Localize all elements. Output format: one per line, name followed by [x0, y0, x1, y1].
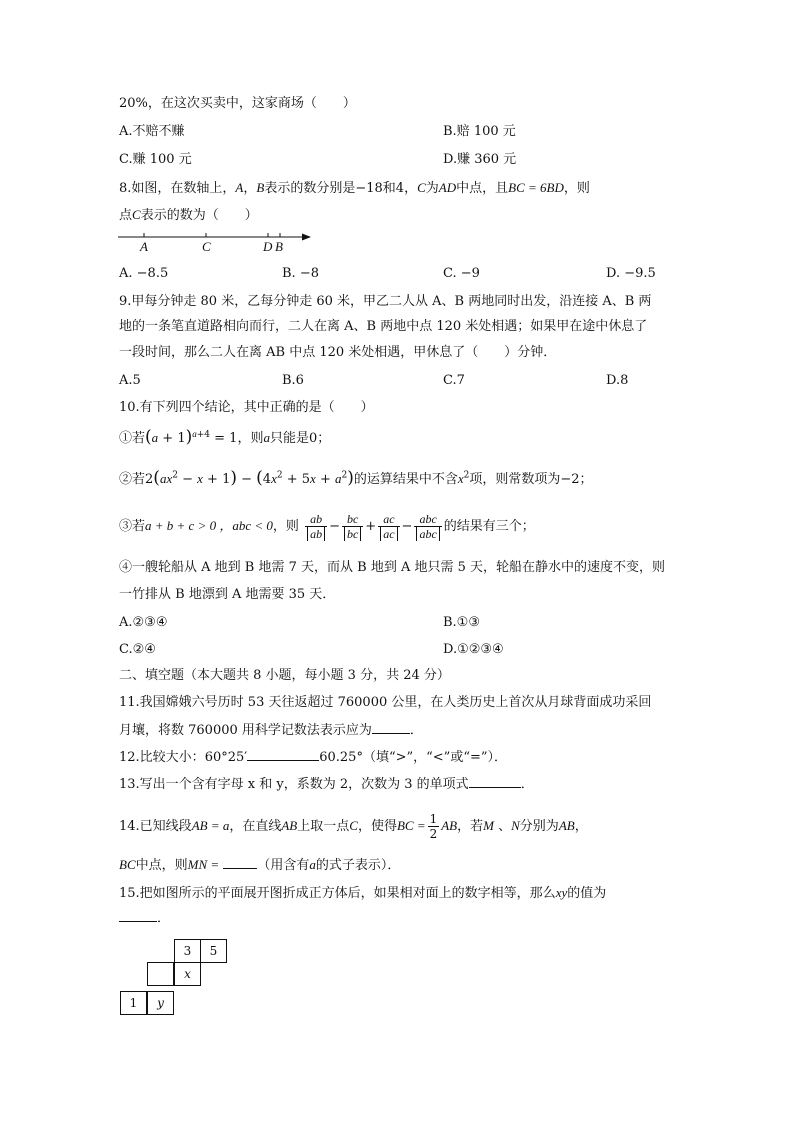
q9-option-b: B.6: [282, 373, 304, 388]
net-cell-5: 5: [200, 939, 227, 963]
q8-option-d: D. −9.5: [606, 266, 656, 281]
axis-label-c: C: [202, 239, 211, 254]
q10-statement-2: ②若$2(ax^2 - x + 1) - (4x^2 + 5x + a^2)$的运算结果中不含$x^2$项，则常数项为−2；: [119, 468, 593, 488]
q7-option-a: A.不赔不赚: [119, 124, 185, 139]
q10-option-c: C.②④: [119, 642, 156, 657]
q10-option-b: B.①③: [443, 615, 480, 630]
q14-line2: BC中点，则MN = （用含有a的式子表示）．: [119, 857, 401, 873]
q13-line: 13.写出一个含有字母 x 和 y，系数为 2，次数为 3 的单项式 ．: [119, 777, 534, 792]
q11-answer-blank: [372, 733, 410, 734]
q10-stem: 10.有下列四个结论，其中正确的是（ ）: [119, 400, 374, 415]
section-heading: 二、填空题（本大题共 8 小题，每小题 3 分，共 24 分）: [119, 668, 450, 683]
q9-option-c: C.7: [443, 373, 465, 388]
net-cell-3: 3: [174, 939, 201, 963]
net-cell-1: 1: [120, 991, 147, 1015]
q12-answer-blank: [247, 760, 319, 761]
q14-answer-blank: [223, 868, 257, 869]
q10-statement-4-line2: 一竹排从 B 地漂到 A 地需要 35 天．: [119, 587, 336, 602]
q15-answer-blank: [119, 921, 157, 922]
net-cell-x: x: [174, 962, 201, 986]
q7-option-c: C.赚 100 元: [119, 152, 192, 167]
q10-statement-4-line1: ④一艘轮船从 A 地到 B 地需 7 天，而从 B 地到 A 地只需 5 天，轮船在静水中的速度不变，则: [119, 560, 666, 575]
q15-line2: ．: [119, 910, 170, 928]
net-cell-blank: [147, 962, 174, 986]
q9-stem-line1: 9.甲每分钟走 80 米，乙每分钟走 60 米，甲乙二人从 A、B 两地同时出发，沿连接 A、B 两: [119, 294, 652, 309]
q8-option-a: A. −8.5: [119, 266, 169, 281]
q7-option-d: D.赚 360 元: [443, 152, 517, 167]
q10-option-d: D.①②③④: [443, 642, 504, 657]
q9-option-a: A.5: [119, 373, 141, 388]
net-cell-y: y: [147, 991, 174, 1015]
q13-answer-blank: [469, 787, 521, 788]
axis-label-d: D: [263, 239, 273, 254]
axis-label-b: B: [275, 239, 283, 254]
q7-stem-tail: 20%，在这次买卖中，这家商场（ ）: [119, 96, 356, 111]
q9-stem-line3: 一段时间，那么二人在离 AB 中点 120 米处相遇，甲休息了（ ）分钟．: [119, 345, 557, 360]
q14-line1: 14.已知线段AB = a，在直线AB上取一点C，使得BC = $\frac{1}{2}$ AB，若M 、N分别为AB，: [119, 812, 588, 841]
q9-stem-line2: 地的一条笔直道路相向而行，二人在离 A、B 两地中点 120 米处相遇；如果甲在途中休息了: [119, 319, 648, 334]
q11-line1: 11.我国嫦娥六号历时 53 天往返超过 760000 公里，在人类历史上首次从月球背面成功采回: [119, 695, 652, 710]
q10-option-a: A.②③④: [119, 615, 168, 630]
q8-option-b: B. −8: [282, 266, 319, 281]
q8-condition: BC = 6BD: [508, 180, 564, 195]
q8-stem-line2: 点C表示的数为（ ）: [119, 207, 258, 223]
q8-stem-line1: 8.如图，在数轴上，A，B表示的数分别是−18和4，C为AD中点，且BC = 6BD，则: [119, 180, 590, 196]
axis-label-a: A: [140, 239, 148, 254]
q8-option-c: C. −9: [443, 266, 480, 281]
q11-line2: 月壤，将数 760000 用科学记数法表示应为 ．: [119, 723, 423, 738]
q10-statement-1: ①若$(a + 1)^{a+4} = 1$，则a只能是0；: [119, 427, 331, 447]
q7-option-b: B.赔 100 元: [443, 124, 516, 139]
q10-statement-3: ③若a + b + c > 0 ，abc < 0，则 $\frac{ab}{ab}$ − $\frac{bc}{bc}$ + $\frac{ac}{ac}$ − $\frac{\text{abc}}{\text{abc}}$ 的结果有三个；: [119, 512, 535, 541]
q15-line1: 15.把如图所示的平面展开图折成正方体后，如果相对面上的数字相等，那么xy的值为: [119, 885, 607, 901]
q9-option-d: D.8: [606, 373, 629, 388]
q12-line: 12.比较大小：60°25′ 60.25°（填“>”，“<”或“=”）．: [119, 750, 508, 765]
